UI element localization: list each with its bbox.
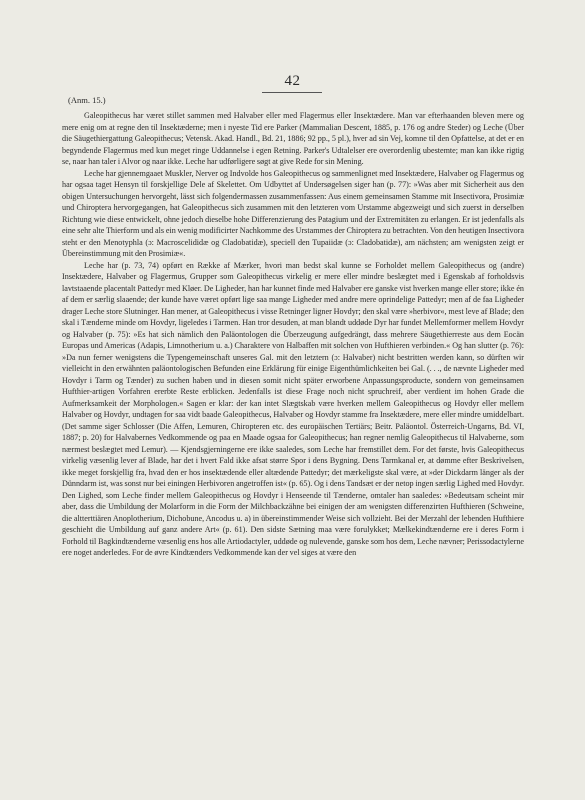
paragraph: Leche har (p. 73, 74) opført en Række af Mærker, hvori man bedst skal kunne se Forholdet mellem Galeopithecus og (andre) Insektædere, Halvaber og Flagermus, Grupper som Galeopithecus virkelig er mere eller mindre beslægtet med i Egenskab af forholdsvis lavtstaaende placentalt Pattedyr med Kløer. De Ligheder, han har kunnet finde med Halvaber ere ganske vist hverken mange eller store; ikke én af dem er særlig slaaende; der kunde have været opført lige saa mange Ligheder med andre mere oprindelige Pattedyr; men af de faa Ligheder drager Leche store Slutninger. Han mener, at Galeopithecus i visse Retninger ligner Hovdyr; den skal være »herbivor«, mest leve af Blade; den skal i Tænderne minde om Hovdyr, ligeledes i Tarmen. Han tror desuden, at man blandt uddøde Dyr har fundet Mellemformer mellem Hovdyr og Halvaber (p. 75): »Es hat sich nämlich den Paläontologen die Überzeugung aufgedrängt, dass mehrere Säugethierreste aus dem Eocän Europas und Americas (Adapis, Limnotherium u. a.) Charaktere von Halbaffen mit solchen von Hufthieren verbinden.« Og han slutter (p. 76): »Da nun ferner wenigstens die Typengemeinschaft unseres Gal. mit den letztern (ɔ: Halvaber) nicht bestritten werden kann, so dürften wir vielleicht in den erwähnten paläontologischen Befunden eine Erklärung für einige Eigenthümlichkeiten bei Gal. (. . ., de nævnte Ligheder med Hovdyr i Tarm og Tænder) zu suchen haben und in diesen somit nicht später erworbene Anpassungsproducte, sondern von gemeinsamen Hufthier-artigen Vorfahren ererbte Reste erblicken. Jedenfalls ist diese Frage noch nicht spruchreif, aber verdient im hohen Grade die Aufmerksamkeit der Morphologen.« Sagen er klar: der kan intet Slægtskab være hverken mellem Galeopithecus og Hovdyr eller mellem Halvaber og Hovdyr, undtagen for saa vidt baade Galeopithecus, Halvaber og Hovdyr stamme fra Insektædere, mere eller mindre umiddelbart. (Det samme siger Schlosser (Die Affen, Lemuren, Chiropteren etc. des europäischen Tertiärs; Beitr. Paläontol. Österreich-Ungarns, Bd. VI, 1887; p. 20) for Halvabernes Vedkommende og paa en Maade ogsaa for Galeopithecus; han regner nemlig Galeopithecus til Halvaberne, som nærmest beslægtet med Lemur). — Kjendsgjerningerne ere ikke saaledes, som Leche har fremstillet dem. For det første, hvis Galeopithecus virkelig væsenlig lever af Blade, har det i hvert Fald ikke afsat større Spor i dens Bygning. Dens Tarmkanal er, at dømme efter Beskrivelsen, ikke meget forskjellig fra, hvad den er hos insektædende eller altædende Pattedyr; det mærkeligste skal være, at »der Dickdarm länger als der Dünndarm ist, was sonst nur bei einingen Herbivoren angetroffen ist« (p. 65). Og i dens Tandsæt er der netop ingen særlig Lighed med Hovdyr. Den Lighed, som Leche finder mellem Galeopithecus og Hovdyr i Henseende til Tænderne, omtaler han saaledes: »Bedeutsam scheint mir aber, dass die Umbildung der Molarform in die Form der Milchbackzähne bei einigen der am wenigsten differenzirten Hufthieren (Schweine, die altterttiären Anoplotherium, Dichobune, Ancodus u. a) in übereinstimmender Weise sich vollzieht. Bei der Merzahl der lebenden Hufthiere geschieht die Umbildung auf ganz andere Art« (p. 61). Den sidste Sætning maa være forulykket; Mælkekindtænderne ere i deres Form i Forhold til Bagkindtænderne væsenlig ens hos alle Artiodactyler, uddøde og nulevende, ganske som hos dem, Leche nævner; Perissodactylerne ere noget anderledes. For de øvre Kindtænders Vedkommende kan der vel siges at være den	[62, 260, 524, 557]
note-label: (Anm. 15.)	[68, 95, 106, 105]
page-number: 42	[284, 73, 301, 89]
body-text	[62, 110, 524, 559]
paragraph: Leche har gjennemgaaet Muskler, Nerver og Indvolde hos Galeopithecus og sammenlignet med Insektædere, Halvaber og Flagermus og har ogsaa taget Hensyn til forskjellige Dele af Skelettet. Om Udbyttet af Undersøgelsen siger han (p. 77): »Was aber mit Sicherheit aus den obigen Untersuchungen hervorgeht, lässt sich folgendermassen zusammenfassen: Aus einem gemeinsamen Stamme mit Insectivora, Prosimiæ und Chiroptera hervorgegangen, hat Galeopithecus sich zusammen mit den letzteren vom Urstamme abgezweigt und sich zuerst in derselben Richtung wie diese entwickelt, ohne jedoch dieselbe hohe Differenzierung des Patagium und der Extremitäten zu erlangen. Er ist jedenfalls als eine sehr alte Thierform und als ein wenig modificirter Nachkomme des Urstammes der Chiroptera zu betrachten. Von den heutigen Insectivora steht er den Menotyphla (ɔ: Macroscelididæ og Cladobatidæ), speciell den Tupaiidæ (ɔ: Cladobatidæ), am nächsten; am wenigsten zeigt er Übereinstimmung mit den Prosimiæ«.	[62, 168, 524, 258]
header-rule	[262, 92, 322, 93]
paragraph: Galeopithecus har været stillet sammen med Halvaber eller med Flagermus eller Insektædere. Man var efterhaanden bleven mere og mere enig om at regne den til Insektæderne; men i nyeste Tid ere Parker (Mammalian Descent, 1885, p. 176 og andre Steder) og Leche (Über die Säugethiergattung Galeopithecus; Vetensk. Akad. Handl., Bd. 21, 1886; 92 pp., 5 pl.), hver ad sin Vej, komne til den Opfattelse, at det er en begyndende Flagermus med kun meget ringe Uddannelse i egen Retning. Parker's Udtalelser ere overordenlig ubestemte; man kan ikke rigtig se, naar han taler i Alvor og naar ikke. Leche har udførligere søgt at give Rede for sin Mening.	[62, 111, 524, 166]
